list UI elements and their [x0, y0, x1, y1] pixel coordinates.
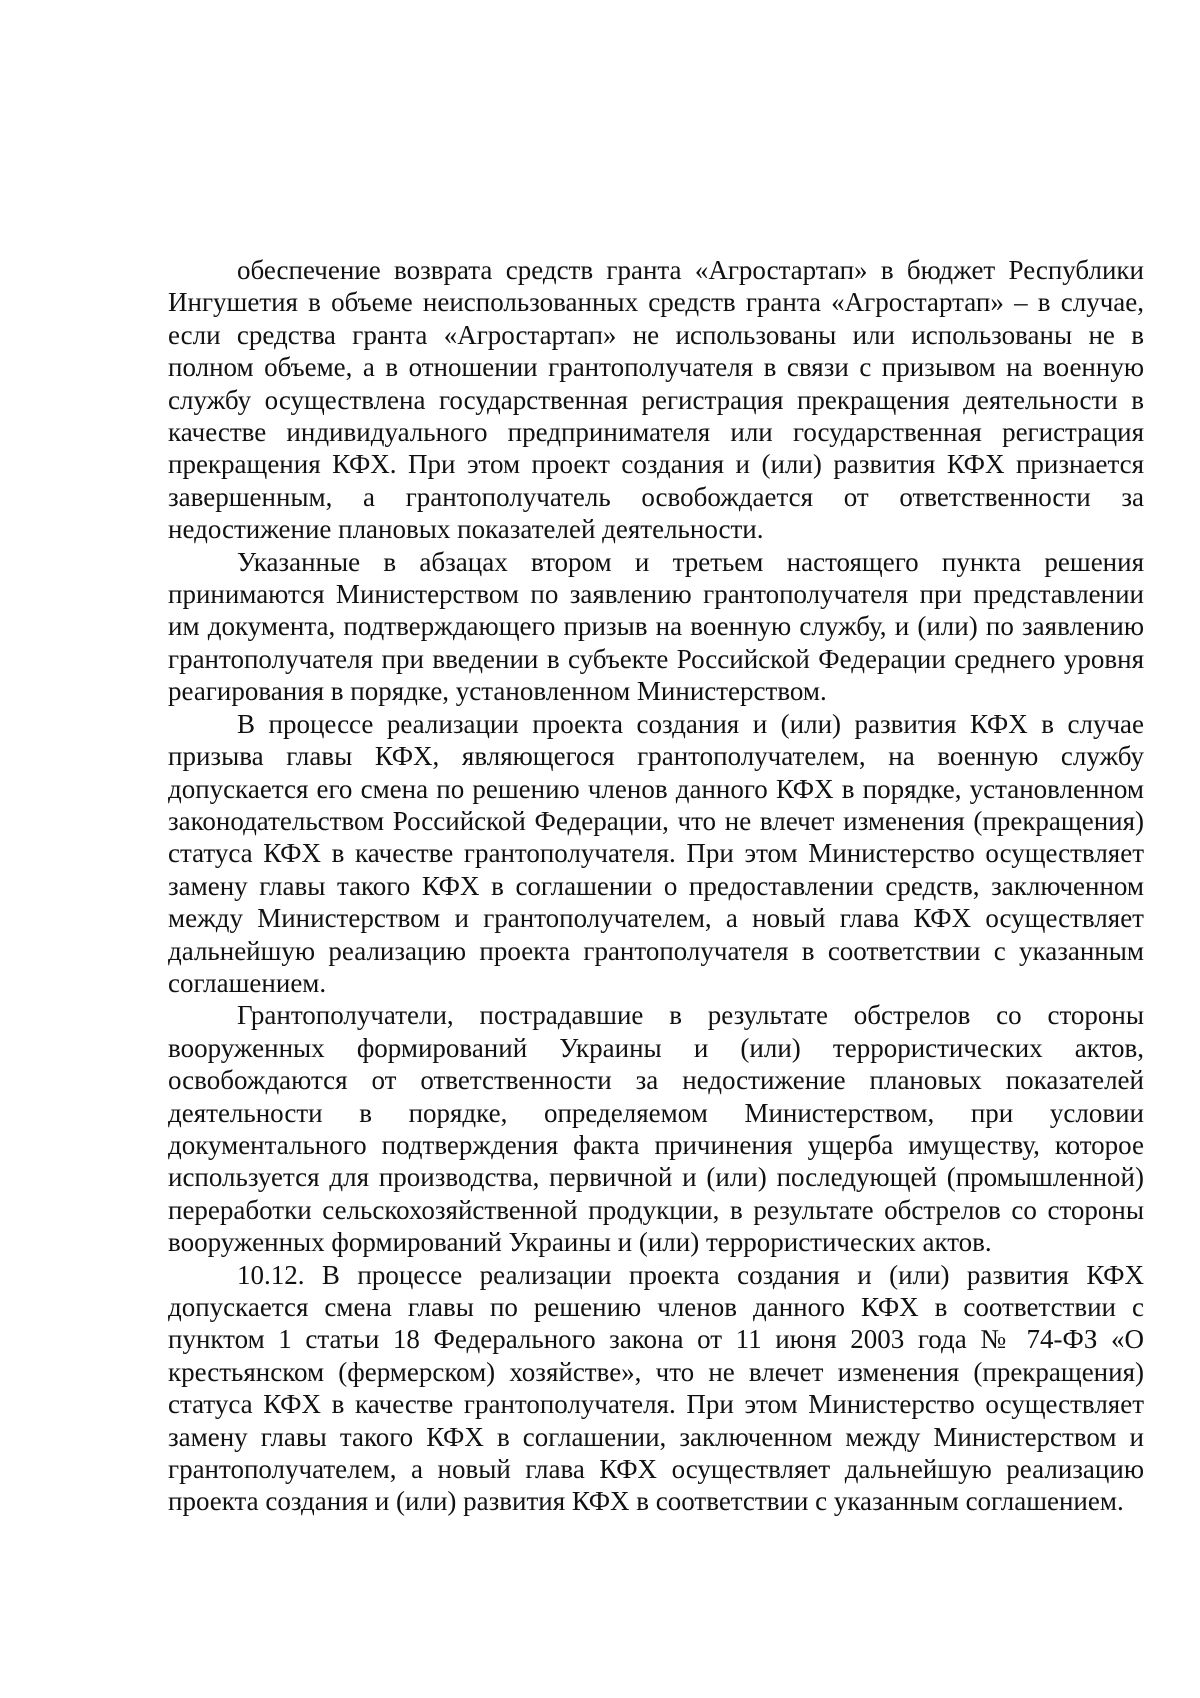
paragraph-decision-basis: Указанные в абзацах втором и третьем настоящего пункта решения принимаются Министерством по заявлению грантополучателя при представлении им документа, подтверждающего призыв на военную службу, и (или) по заявлению грантополучателя при введении в субъекте Российской Федерации среднего уровня реагирования в порядке, установленном Министерством.	[168, 546, 1144, 707]
document-body	[168, 254, 1144, 1518]
paragraph-head-replacement-conscription: В процессе реализации проекта создания и (или) развития КФХ в случае призыва главы КФХ, являющегося грантополучателем, на военную службу допускается его смена по решению членов данного КФХ в порядке, установленном законодательством Российской Федерации, что не влечет изменения (прекращения) статуса КФХ в качестве грантополучателя. При этом Министерство осуществляет замену главы такого КФХ в соглашении о предоставлении средств, заключенном между Министерством и грантополучателем, а новый глава КФХ осуществляет дальнейшую реализацию проекта грантополучателя в соответствии с указанным соглашением.	[168, 708, 1144, 998]
paragraph-grant-refund: обеспечение возврата средств гранта «Агростартап» в бюджет Республики Ингушетия в объеме неиспользованных средств гранта «Агростартап» – в случае, если средства гранта «Агростартап» не использованы или использованы не в полном объеме, а в отношении грантополучателя в связи с призывом на военную службу осуществлена государственная регистрация прекращения деятельности в качестве индивидуального предпринимателя или государственная регистрация прекращения КФХ. При этом проект создания и (или) развития КФХ признается завершенным, а грантополучатель освобождается от ответственности за недостижение плановых показателей деятельности.	[168, 255, 1144, 545]
paragraph-shelling-exemption: Грантополучатели, пострадавшие в результате обстрелов со стороны вооруженных формирований Украины и (или) террористических актов, освобождаются от ответственности за недостижение плановых показателей деятельности в порядке, определяемом Министерством, при условии документального подтверждения факта причинения ущерба имуществу, которое используется для производства, первичной и (или) последующей (промышленной) переработки сельскохозяйственной продукции, в результате обстрелов со стороны вооруженных формирований Украины и (или) террористических актов.	[168, 1000, 1144, 1258]
paragraph-10-12: 10.12. В процессе реализации проекта создания и (или) развития КФХ допускается смена главы по решению членов данного КФХ в соответствии с пунктом 1 статьи 18 Федерального закона от 11 июня 2003 года № 74-ФЗ «О крестьянском (фермерском) хозяйстве», что не влечет изменения (прекращения) статуса КФХ в качестве грантополучателя. При этом Министерство осуществляет замену главы такого КФХ в соглашении, заключенном между Министерством и грантополучателем, а новый глава КФХ осуществляет дальнейшую реализацию проекта создания и (или) развития КФХ в соответствии с указанным соглашением.	[168, 1259, 1144, 1517]
